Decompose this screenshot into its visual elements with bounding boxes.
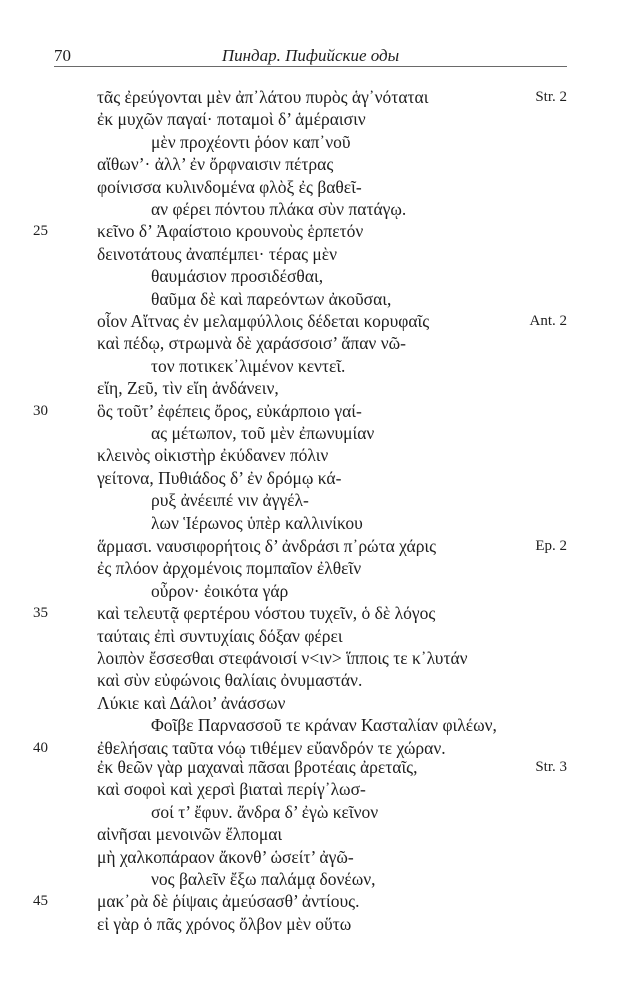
verse-text: ταύταις ἐπὶ συντυχίαις δόξαν φέρει [97,625,343,646]
verse-line [0,647,641,669]
verse-text: καὶ πέδῳ, στρωμνὰ δὲ χαράσσοισ’ ἅπαν νῶ- [97,333,406,354]
verse-text: μὴ χαλκοπάραον ἄκονθ’ ὡσείτ’ ἀγῶ- [97,846,354,867]
verse-text: καὶ τελευτᾷ φερτέρου νόστου τυχεῖν, ὁ δὲ λόγος [97,603,436,624]
verse-line [0,153,641,175]
verse-line [0,714,641,736]
verse-text: αἴθων’· ἀλλ’ ἐν ὄρφναισιν πέτρας [97,154,334,175]
verse-text: ἐθελήσαις ταῦτα νόῳ τιθέμεν εὔανδρόν τε χώραν. [97,737,446,758]
verse-text: φοίνισσα κυλινδομένα φλὸξ ἐς βαθεῖ- [97,176,362,197]
verse-text: εἴη, Ζεῦ, τὶν εἴη ἁνδάνειν, [97,378,279,399]
verse-line [0,602,641,624]
verse-line [0,580,641,602]
verse-line [0,913,641,935]
stanza-label: Str. 2 [535,89,567,105]
verse-line [0,778,641,800]
verse-text: σοί τ’ ἔφυν. ἄνδρα δ’ ἐγὼ κεῖνον [151,801,379,822]
verse-line [0,288,641,310]
page-number: 70 [54,46,71,65]
verse-text: Φοῖβε Παρνασσοῦ τε κράναν Κασταλίαν φιλέων, [151,715,497,736]
verse-text: λων Ἱέρωνος ὑπὲρ καλλινίκου [151,512,363,533]
verse-line [0,220,641,242]
verse-line [0,332,641,354]
verse-text: οὖρον· ἐοικότα γάρ [151,580,289,601]
verse-line [0,198,641,220]
verse-line [0,625,641,647]
verse-text: γείτονα, Πυθιάδος δ’ ἐν δρόμῳ κά- [97,467,342,488]
verse-line [0,176,641,198]
verse-text: οἷον Αἴτνας ἐν μελαμφύλλοις δέδεται κορυφαῖς [97,311,430,331]
verse-text: καὶ σὺν εὐφώνοις θαλίαις ὀνυμαστάν. [97,670,363,691]
verse-text: νος βαλεῖν ἔξω παλάμᾳ δονέων, [151,869,376,889]
verse-text: ὃς τοῦτ’ ἐφέπεις ὄρος, εὐκάρποιο γαί- [97,400,362,421]
verse-line [0,131,641,153]
verse-line [0,377,641,399]
verse-line [0,801,641,823]
verse-line [0,467,641,489]
verse-text: μὲν προχέοντι ῥόον καπ᾽νοῦ [151,131,351,152]
line-number: 35 [33,605,48,622]
verse-line [0,669,641,691]
verse-text: κεῖνο δ’ Ἀφαίστοιο κρουνοὺς ἑρπετόν [97,221,364,242]
verse-text: θαῦμα δὲ καὶ παρεόντων ἀκοῦσαι, [151,288,392,309]
verse-text: ας μέτωπον, τοῦ μὲν ἐπωνυμίαν [151,423,375,443]
verse-text: Λύκιε καὶ Δάλοι’ ἀνάσσων [97,692,286,713]
stanza-label: Ant. 2 [529,313,567,329]
verse-line [0,535,641,557]
verse-text: εἰ γὰρ ὁ πᾶς χρόνος ὄλβον μὲν οὕτω [97,913,352,934]
verse-line [0,489,641,511]
verse-text: ἅρμασι. ναυσιφορήτοις δ’ ἀνδράσι π᾽ρώτα χάρις [97,536,437,556]
verse-text: ἐκ μυχῶν παγαί· ποταμοὶ δ’ ἁμέραισιν [97,109,366,130]
verse-line [0,512,641,534]
running-header [54,44,567,67]
verse-text: μακ᾽ρὰ δὲ ῥίψαις ἀμεύσασθ’ ἀντίους. [97,891,360,912]
verse-line [0,265,641,287]
verse-text: αν φέρει πόντου πλάκα σὺν πατάγῳ. [151,199,407,219]
verse-text: αἰνῆσαι μενοινῶν ἔλπομαι [97,824,283,845]
line-number: 40 [33,739,48,756]
verse-text: κλεινὸς οἰκιστὴρ ἐκύδανεν πόλιν [97,445,329,466]
verse-text: τον ποτικεκ᾽λιμένον κεντεῖ. [151,355,346,376]
verse-line [0,868,641,890]
verse-line [0,846,641,868]
verse-text: ἐκ θεῶν γὰρ μαχαναὶ πᾶσαι βροτέαις ἀρεταῖς, [97,757,418,777]
running-title: Пиндар. Пифийские оды [221,46,400,65]
line-number: 30 [33,402,48,419]
verse-text: ἐς πλόον ἀρχομένοις πομπαῖον ἐλθεῖν [97,558,362,579]
verse-text: καὶ σοφοὶ καὶ χερσὶ βιαταὶ περίγ᾽λωσ- [97,779,366,800]
verse-line [0,692,641,714]
verse-text: δεινοτάτους ἀναπέμπει· τέρας μὲν [97,243,338,264]
verse-text: ρυξ ἀνέειπέ νιν ἀγγέλ- [151,490,309,511]
verse-text: θαυμάσιον προσιδέσθαι, [151,266,324,287]
verse-line [0,400,641,422]
verse-line [0,557,641,579]
line-number: 25 [33,223,48,240]
stanza-label: Str. 3 [535,759,567,775]
verse-line [0,355,641,377]
verse-line [0,310,641,332]
verse-line [0,823,641,845]
verse-text: λοιπὸν ἔσσεσθαι στεφάνοισί ν<ιν> ἵπποις τε κ᾽λυτάν [97,648,468,668]
verse-line [0,756,641,778]
line-number: 45 [33,893,48,910]
verse-line [0,86,641,108]
verse-line [0,108,641,130]
verse-text: τᾶς ἐρεύγονται μὲν ἀπ᾽λάτου πυρὸς ἁγ᾽νόταται [97,87,429,107]
verse-line [0,890,641,912]
verse-line [0,422,641,444]
verse-line [0,444,641,466]
stanza-label: Ep. 2 [535,538,567,554]
verse-line [0,243,641,265]
